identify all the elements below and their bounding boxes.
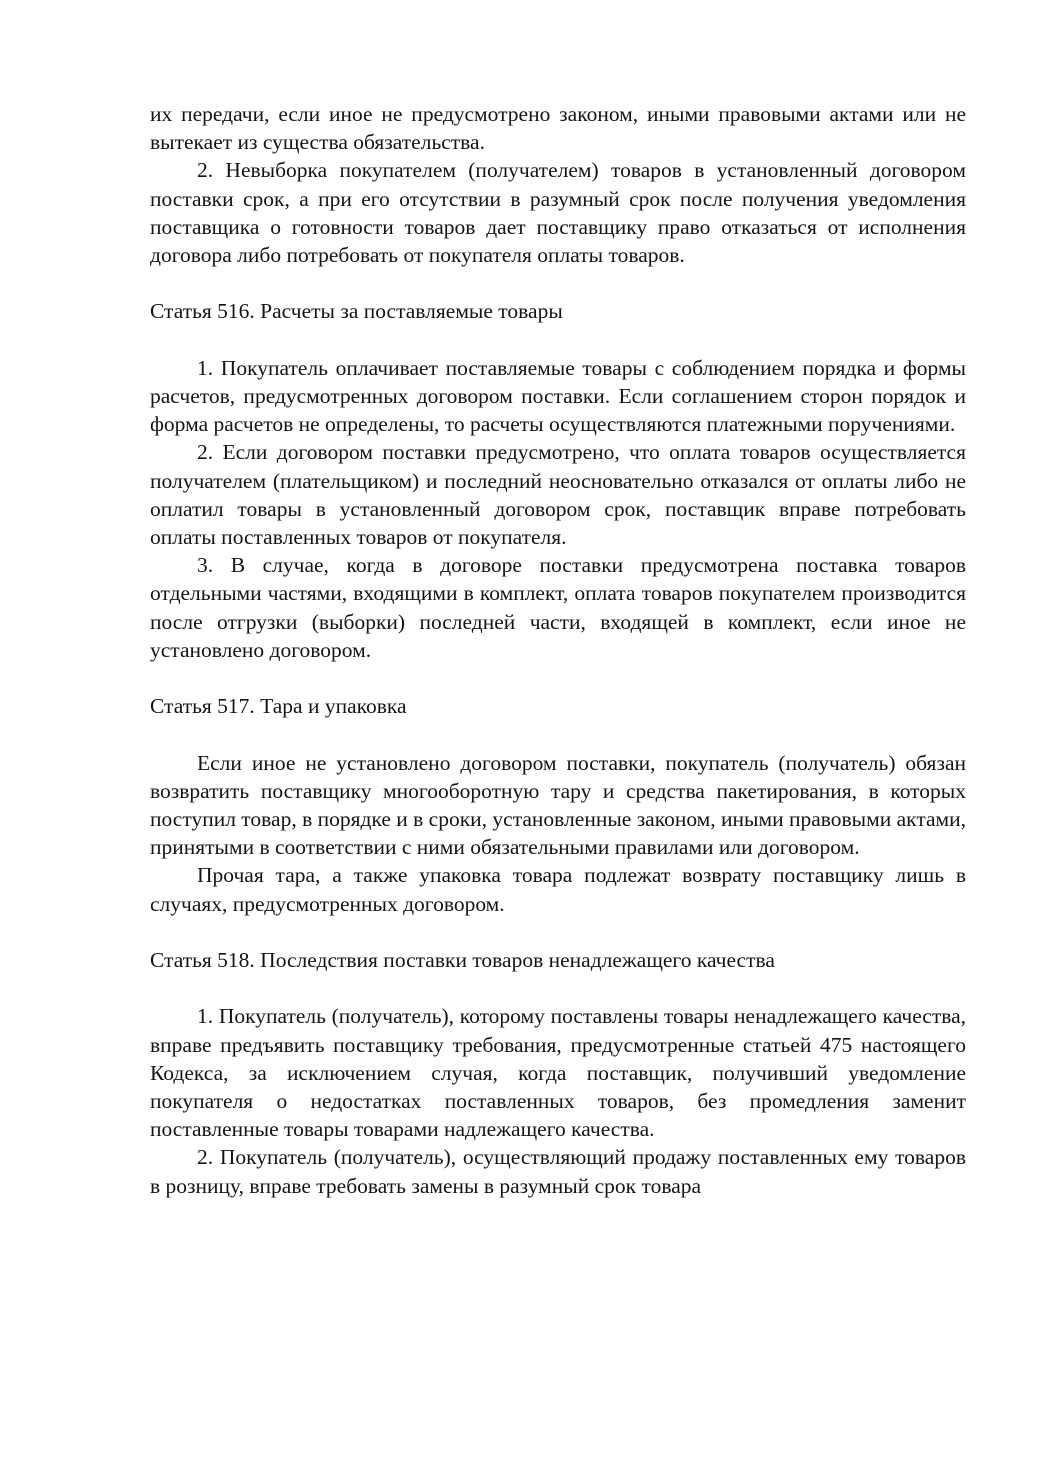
article-518-heading: Статья 518. Последствия поставки товаров ненадлежащего качества (150, 948, 775, 973)
spacer (150, 918, 966, 946)
paragraph-517-2: Прочая тара, а также упаковка товара подлежат возврату поставщику лишь в случаях, предусмотренных договором. (150, 863, 966, 916)
paragraph-515-2: 2. Невыборка покупателем (получателем) товаров в установленный договором поставки срок, а при его отсутствии в разумный срок после получения уведомления поставщика о готовности товаров дает поставщику право отказаться от исполнения договора либо потребовать от покупателя оплаты товаров. (150, 158, 966, 268)
article-516-heading: Статья 516. Расчеты за поставляемые товары (150, 299, 563, 324)
spacer (150, 269, 966, 297)
paragraph-516-2: 2. Если договором поставки предусмотрено, что оплата товаров осуществляется получателем (плательщиком) и последний неосновательно отказался от оплаты либо не оплатил товары в установленный договором срок, поставщик вправе потребовать оплаты поставленных товаров от покупателя. (150, 440, 966, 550)
paragraph-516-1: 1. Покупатель оплачивает поставляемые товары с соблюдением порядка и формы расчетов, предусмотренных договором поставки. Если соглашением сторон порядок и форма расчетов не определены, то расчеты осуществляются платежными поручениями. (150, 355, 966, 437)
article-517-heading: Статья 517. Тара и упаковка (150, 694, 407, 719)
spacer (150, 326, 966, 354)
paragraph-continuation: их передачи, если иное не предусмотрено законом, иными правовыми актами или не вытекает из существа обязательства. (150, 102, 966, 155)
paragraph-518-2: 2. Покупатель (получатель), осуществляющий продажу поставленных ему товаров в розницу, вправе требовать замены в разумный срок товара (150, 1145, 966, 1198)
spacer (150, 664, 966, 692)
spacer (150, 720, 966, 748)
paragraph-516-3: 3. В случае, когда в договоре поставки предусмотрена поставка товаров отдельными частями, входящими в комплект, оплата товаров покупателем производится после отгрузки (выборки) последней части, входящей в комплект, если иное не установлено договором. (150, 553, 966, 662)
spacer (150, 974, 966, 1002)
document-page (150, 100, 966, 1200)
paragraph-518-1: 1. Покупатель (получатель), которому поставлены товары ненадлежащего качества, вправе предъявить поставщику требования, предусмотренные статьей 475 настоящего Кодекса, за исключением случая, когда поставщик, получивший уведомление покупателя о недостатках поставленных товаров, без промедления заменит поставленные товары товарами надлежащего качества. (150, 1004, 966, 1142)
paragraph-517-1: Если иное не установлено договором поставки, покупатель (получатель) обязан возвратить поставщику многооборотную тару и средства пакетирования, в которых поступил товар, в порядке и в сроки, установленные законом, иными правовыми актами, принятыми в соответствии с ними обязательными правилами или договором. (150, 750, 967, 860)
